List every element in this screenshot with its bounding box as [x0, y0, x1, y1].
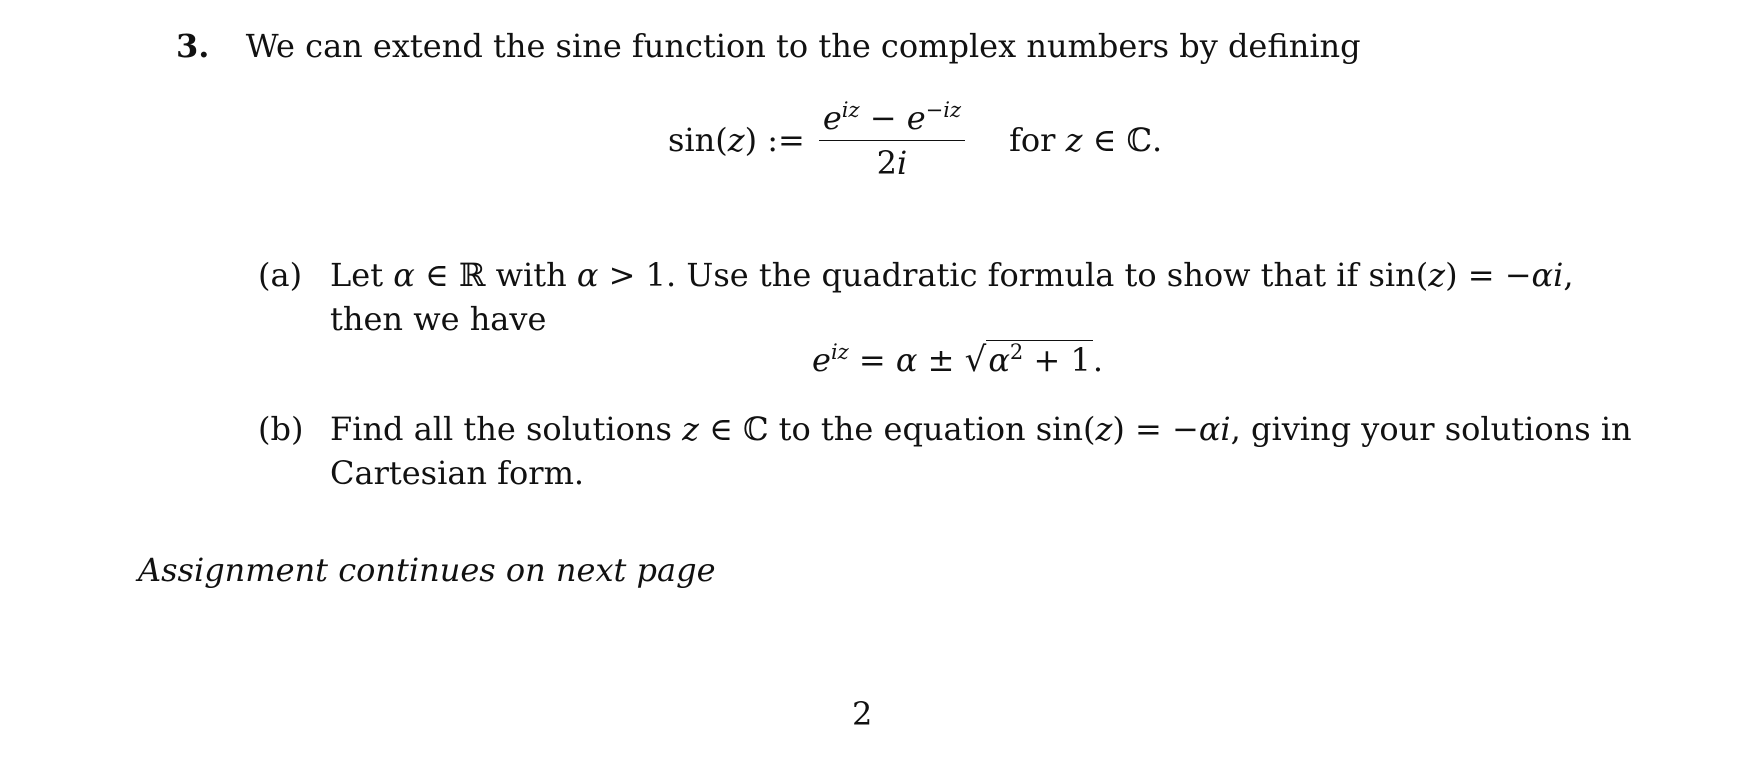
page-number: 2 — [852, 695, 873, 733]
sine-fraction — [819, 97, 965, 182]
radicand: $\alpha^2 + 1$ — [988, 340, 1091, 379]
fraction-denominator: 2i — [876, 143, 908, 182]
question-header — [176, 26, 1361, 66]
part-b-label: (b) — [258, 410, 304, 448]
part-b-line2: Cartesian form. — [330, 454, 585, 492]
continuation-note: Assignment continues on next page — [138, 551, 716, 589]
question-number: 3. — [176, 27, 210, 65]
eq-lhs: sin(z) := — [668, 121, 805, 159]
part-a-line1: Let α ∈ ℝ with α > 1. Use the quadratic formula to show that if sin(z) = −αi, — [330, 256, 1574, 294]
domain-clause: for z ∈ ℂ. — [1009, 121, 1163, 159]
part-a-equation: $e^{iz} = \alpha \pm √\alpha^2 + 1$. — [812, 340, 1103, 380]
fraction-numerator: $e^{iz} - e^{-iz}$ — [822, 97, 962, 137]
part-b-line1: Find all the solutions z ∈ ℂ to the equation sin(z) = −αi, giving your solutions in — [330, 410, 1632, 448]
part-a-line2: then we have — [330, 300, 547, 338]
sine-definition-equation — [668, 92, 1162, 188]
question-intro: We can extend the sine function to the complex numbers by defining — [245, 27, 1361, 65]
square-root: $√\alpha^2 + 1$ — [964, 340, 1091, 380]
part-a-label: (a) — [258, 256, 303, 294]
